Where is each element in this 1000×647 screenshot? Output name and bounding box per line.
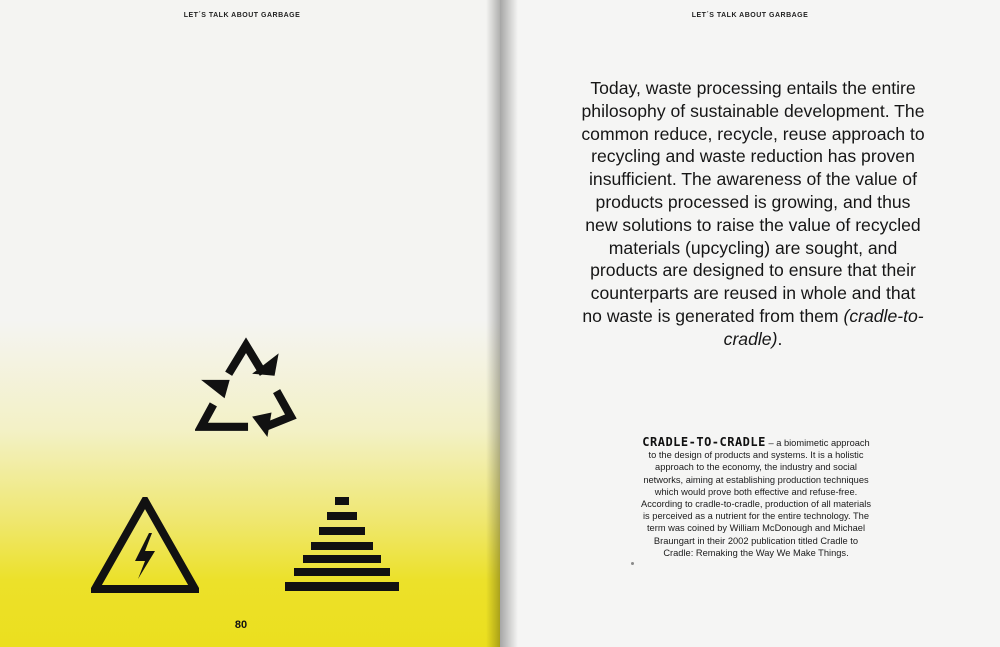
stepped-pyramid-icon	[285, 497, 399, 592]
lead-emphasis: (cradle-to-cradle)	[723, 305, 924, 349]
gutter-shadow-left	[486, 0, 500, 647]
recycle-icon	[195, 335, 297, 437]
print-speck	[631, 562, 634, 565]
page-number: 80	[234, 619, 248, 631]
definition-text: – a biomimetic approach to the design of products and systems. It is a holistic approach to the economy, the industry and social networks, aiming at establishing production techniques which would prove both effective and refuse-free. According to cradle-to-cradle, production of all materials is perceived as a nutrient for the entire technology. The term was coined by William McDonough and Michael Braungart in their 2002 publication titled Cradle to Cradle: Remaking the Way We Make Things.	[641, 438, 871, 558]
high-voltage-warning-icon	[91, 497, 199, 593]
gutter-shadow-right	[500, 0, 518, 647]
definition-term: CRADLE-TO-CRADLE	[642, 435, 766, 449]
running-head-left: LET´S TALK ABOUT GARBAGE	[183, 12, 301, 19]
lead-end: .	[777, 328, 783, 349]
lead-text: Today, waste processing entails the entire philosophy of sustainable development. The common reduce, recycle, reuse approach to recycling and waste reduction has proven insufficient. The awareness of the value of products processed is growing, and thus new solutions to raise the value of recycled materials (upcycling) are sought, and products are designed to ensure that their counterparts are reused in whole and that no waste is generated from them	[581, 78, 925, 326]
right-page	[500, 0, 1000, 647]
running-head-right: LET´S TALK ABOUT GARBAGE	[691, 12, 809, 19]
lead-paragraph	[580, 77, 926, 351]
definition-sidebar	[638, 436, 874, 559]
